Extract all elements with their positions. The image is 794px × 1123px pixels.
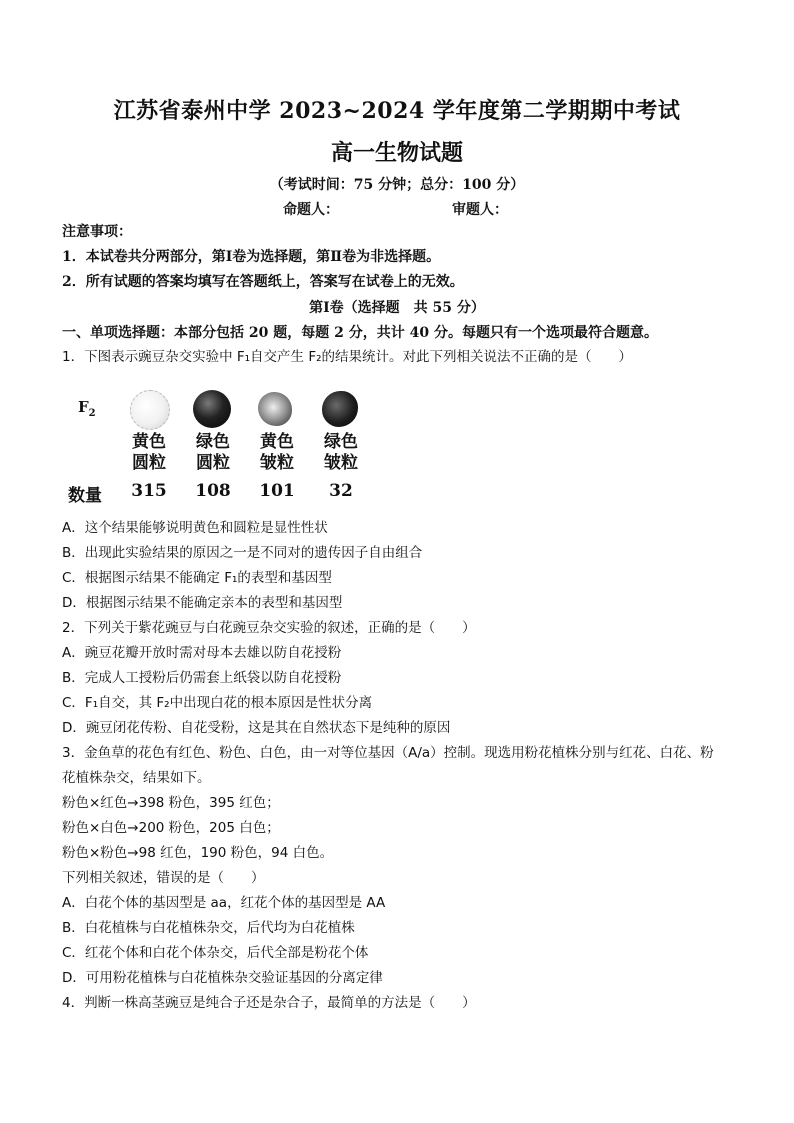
yellow-wrinkled-pea-icon bbox=[258, 392, 292, 426]
q3-option-b: B．白花植株与白花植株杂交，后代均为白花植株 bbox=[62, 920, 355, 936]
q3-result: 粉色×粉色→98 红色，190 粉色，94 白色。 bbox=[62, 845, 334, 861]
q1-option-a: A．这个结果能够说明黄色和圆粒是显性性状 bbox=[62, 520, 328, 536]
section-heading: 一、单项选择题：本部分包括 20 题，每题 2 分，共计 40 分。每题只有一个选项最符合题意。 bbox=[62, 325, 658, 341]
count-value: 315 bbox=[131, 481, 167, 501]
count-value: 32 bbox=[329, 481, 353, 501]
green-round-pea-icon bbox=[193, 390, 231, 428]
q2-option-c: C．F₁自交，其 F₂中出现白花的根本原因是性状分离 bbox=[62, 695, 373, 711]
exam-subtitle: 高一生物试题 bbox=[330, 140, 463, 166]
exam-info: （考试时间：75 分钟；总分：100 分） bbox=[269, 177, 525, 193]
phenotype-label: 绿色 圆粒 bbox=[196, 432, 230, 473]
q2-option-b: B．完成人工授粉后仍需套上纸袋以防自花授粉 bbox=[62, 670, 342, 686]
note-item: 2．所有试题的答案均填写在答题纸上，答案写在试卷上的无效。 bbox=[62, 274, 464, 290]
setter-label: 命题人： bbox=[283, 202, 339, 218]
q3-result: 粉色×白色→200 粉色，205 白色； bbox=[62, 820, 280, 836]
exam-title: 江苏省泰州中学 2023~2024 学年度第二学期期中考试 bbox=[113, 98, 681, 124]
q2-stem: 2．下列关于紫花豌豆与白花豌豆杂交实验的叙述，正确的是（ ） bbox=[62, 620, 476, 636]
part1-heading: 第Ⅰ卷（选择题 共 55 分） bbox=[309, 300, 485, 316]
yellow-round-pea-icon bbox=[130, 390, 170, 430]
q3-stem-line2: 花植株杂交，结果如下。 bbox=[62, 770, 211, 786]
q1-stem: 1．下图表示豌豆杂交实验中 F₁自交产生 F₂的结果统计。对此下列相关说法不正确的是（ ） bbox=[62, 349, 633, 365]
phenotype-label: 黄色 圆粒 bbox=[132, 432, 166, 473]
q3-stem-line1: 3．金鱼草的花色有红色、粉色、白色，由一对等位基因（A/a）控制。现选用粉花植株分别与红花、白花、粉 bbox=[62, 745, 714, 761]
q1-option-d: D．根据图示结果不能确定亲本的表型和基因型 bbox=[62, 595, 343, 611]
q3-option-a: A．白花个体的基因型是 aa，红花个体的基因型是 AA bbox=[62, 895, 386, 911]
q4-stem: 4．判断一株高茎豌豆是纯合子还是杂合子，最简单的方法是（ ） bbox=[62, 995, 476, 1011]
q2-option-d: D．豌豆闭花传粉、自花受粉，这是其在自然状态下是纯种的原因 bbox=[62, 720, 451, 736]
q3-option-d: D．可用粉花植株与白花植株杂交验证基因的分离定律 bbox=[62, 970, 383, 986]
q3-question: 下列相关叙述，错误的是（ ） bbox=[62, 870, 265, 886]
notes-heading: 注意事项： bbox=[62, 224, 132, 240]
count-value: 101 bbox=[259, 481, 295, 501]
q2-option-a: A．豌豆花瓣开放时需对母本去雄以防自花授粉 bbox=[62, 645, 342, 661]
q1-option-b: B．出现此实验结果的原因之一是不同对的遗传因子自由组合 bbox=[62, 545, 423, 561]
phenotype-label: 绿色 皱粒 bbox=[324, 432, 358, 473]
q1-option-c: C．根据图示结果不能确定 F₁的表型和基因型 bbox=[62, 570, 332, 586]
green-wrinkled-pea-icon bbox=[322, 391, 358, 427]
phenotype-label: 黄色 皱粒 bbox=[260, 432, 294, 473]
count-label: 数量 bbox=[68, 486, 102, 506]
count-value: 108 bbox=[195, 481, 231, 501]
note-item: 1．本试卷共分两部分，第Ⅰ卷为选择题，第Ⅱ卷为非选择题。 bbox=[62, 249, 441, 265]
generation-label: $F_2$ bbox=[78, 398, 96, 419]
q3-option-c: C．红花个体和白花个体杂交，后代全部是粉花个体 bbox=[62, 945, 369, 961]
pea-figure bbox=[62, 384, 382, 504]
q3-result: 粉色×红色→398 粉色，395 红色； bbox=[62, 795, 280, 811]
reviewer-label: 审题人： bbox=[452, 202, 508, 218]
